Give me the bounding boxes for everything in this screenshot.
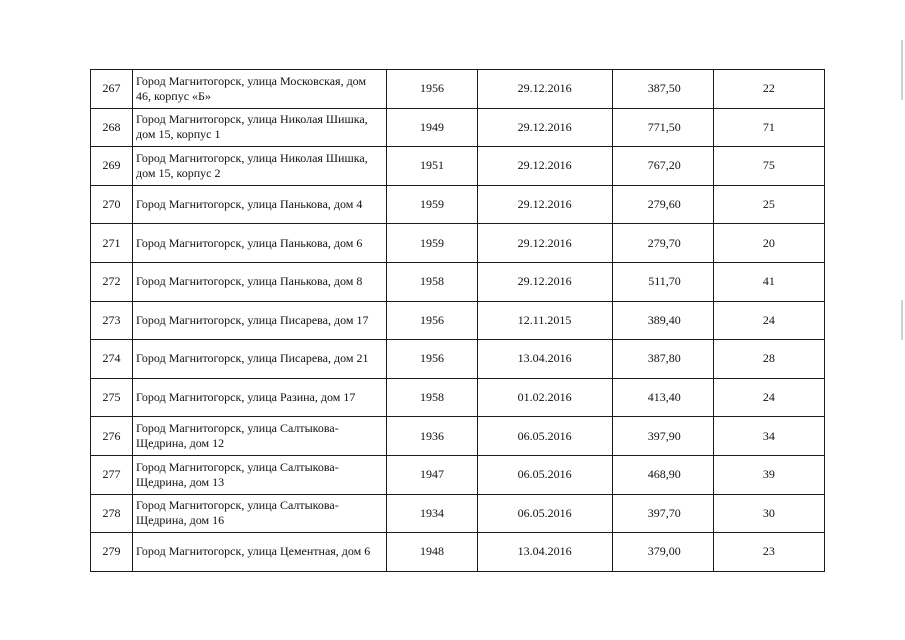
address-cell: Город Магнитогорск, улица Салтыкова-Щедрина, дом 16: [133, 494, 387, 533]
address-cell: Город Магнитогорск, улица Салтыкова-Щедрина, дом 12: [133, 417, 387, 456]
address-cell: Город Магнитогорск, улица Московская, дом 46, корпус «Б»: [133, 70, 387, 109]
date-cell: 29.12.2016: [477, 108, 612, 147]
address-cell: Город Магнитогорск, улица Разина, дом 17: [133, 378, 387, 417]
count-cell: 28: [713, 340, 824, 379]
row-number-cell: 277: [91, 455, 133, 494]
address-cell: Город Магнитогорск, улица Цементная, дом 6: [133, 533, 387, 572]
table-body: [91, 70, 825, 572]
date-cell: 01.02.2016: [477, 378, 612, 417]
date-cell: 06.05.2016: [477, 455, 612, 494]
count-cell: 41: [713, 262, 824, 301]
table-row: [91, 533, 825, 572]
date-cell: 06.05.2016: [477, 494, 612, 533]
year-cell: 1959: [387, 185, 477, 224]
count-cell: 39: [713, 455, 824, 494]
area-cell: 511,70: [612, 262, 713, 301]
table-row: [91, 455, 825, 494]
date-cell: 29.12.2016: [477, 147, 612, 186]
table-row: [91, 147, 825, 186]
row-number-cell: 278: [91, 494, 133, 533]
date-cell: 29.12.2016: [477, 70, 612, 109]
row-number-cell: 268: [91, 108, 133, 147]
count-cell: 22: [713, 70, 824, 109]
row-number-cell: 275: [91, 378, 133, 417]
area-cell: 387,80: [612, 340, 713, 379]
date-cell: 13.04.2016: [477, 340, 612, 379]
date-cell: 29.12.2016: [477, 224, 612, 263]
year-cell: 1951: [387, 147, 477, 186]
year-cell: 1936: [387, 417, 477, 456]
year-cell: 1934: [387, 494, 477, 533]
date-cell: 29.12.2016: [477, 185, 612, 224]
table-row: [91, 70, 825, 109]
year-cell: 1956: [387, 70, 477, 109]
row-number-cell: 271: [91, 224, 133, 263]
table-row: [91, 224, 825, 263]
row-number-cell: 273: [91, 301, 133, 340]
row-number-cell: 270: [91, 185, 133, 224]
area-cell: 397,90: [612, 417, 713, 456]
table-row: [91, 185, 825, 224]
area-cell: 279,60: [612, 185, 713, 224]
housing-registry-table: [90, 69, 825, 572]
count-cell: 30: [713, 494, 824, 533]
table-row: [91, 417, 825, 456]
count-cell: 25: [713, 185, 824, 224]
address-cell: Город Магнитогорск, улица Панькова, дом 6: [133, 224, 387, 263]
count-cell: 75: [713, 147, 824, 186]
address-cell: Город Магнитогорск, улица Панькова, дом 4: [133, 185, 387, 224]
scan-edge-mark-top: [901, 40, 903, 100]
year-cell: 1947: [387, 455, 477, 494]
address-cell: Город Магнитогорск, улица Николая Шишка, дом 15, корпус 1: [133, 108, 387, 147]
table-row: [91, 108, 825, 147]
year-cell: 1959: [387, 224, 477, 263]
date-cell: 12.11.2015: [477, 301, 612, 340]
area-cell: 413,40: [612, 378, 713, 417]
year-cell: 1956: [387, 340, 477, 379]
count-cell: 20: [713, 224, 824, 263]
year-cell: 1949: [387, 108, 477, 147]
area-cell: 771,50: [612, 108, 713, 147]
date-cell: 29.12.2016: [477, 262, 612, 301]
address-cell: Город Магнитогорск, улица Салтыкова-Щедрина, дом 13: [133, 455, 387, 494]
area-cell: 279,70: [612, 224, 713, 263]
year-cell: 1956: [387, 301, 477, 340]
count-cell: 23: [713, 533, 824, 572]
row-number-cell: 279: [91, 533, 133, 572]
area-cell: 468,90: [612, 455, 713, 494]
year-cell: 1948: [387, 533, 477, 572]
table-row: [91, 378, 825, 417]
area-cell: 379,00: [612, 533, 713, 572]
address-cell: Город Магнитогорск, улица Панькова, дом 8: [133, 262, 387, 301]
address-cell: Город Магнитогорск, улица Николая Шишка, дом 15, корпус 2: [133, 147, 387, 186]
table-row: [91, 340, 825, 379]
area-cell: 389,40: [612, 301, 713, 340]
area-cell: 397,70: [612, 494, 713, 533]
area-cell: 767,20: [612, 147, 713, 186]
count-cell: 34: [713, 417, 824, 456]
row-number-cell: 274: [91, 340, 133, 379]
table-row: [91, 494, 825, 533]
row-number-cell: 272: [91, 262, 133, 301]
address-cell: Город Магнитогорск, улица Писарева, дом 21: [133, 340, 387, 379]
row-number-cell: 269: [91, 147, 133, 186]
table-row: [91, 262, 825, 301]
year-cell: 1958: [387, 262, 477, 301]
area-cell: 387,50: [612, 70, 713, 109]
row-number-cell: 276: [91, 417, 133, 456]
row-number-cell: 267: [91, 70, 133, 109]
table-row: [91, 301, 825, 340]
date-cell: 13.04.2016: [477, 533, 612, 572]
count-cell: 24: [713, 378, 824, 417]
address-cell: Город Магнитогорск, улица Писарева, дом 17: [133, 301, 387, 340]
scan-edge-mark-middle: [901, 300, 903, 340]
year-cell: 1958: [387, 378, 477, 417]
count-cell: 71: [713, 108, 824, 147]
date-cell: 06.05.2016: [477, 417, 612, 456]
count-cell: 24: [713, 301, 824, 340]
